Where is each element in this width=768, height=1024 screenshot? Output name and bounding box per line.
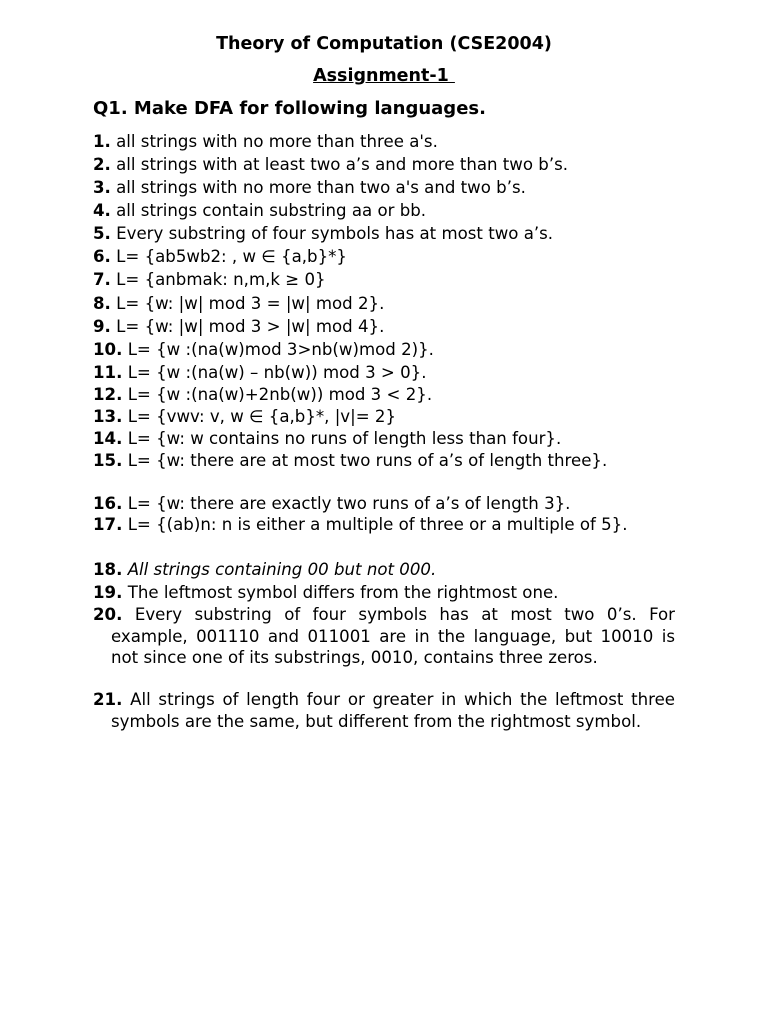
item-text: The leftmost symbol differs from the rightmost one. <box>127 583 559 602</box>
list-item <box>93 200 675 222</box>
list-item <box>93 406 675 428</box>
list-item <box>93 450 675 472</box>
item-number: 17. <box>93 515 123 534</box>
list-item <box>93 604 675 669</box>
item-number: 10. <box>93 340 123 359</box>
item-text: L= {w: w contains no runs of length less than four}. <box>127 429 562 448</box>
item-number: 8. <box>93 294 111 313</box>
item-number: 16. <box>93 494 123 513</box>
item-text: All strings containing 00 but not 000. <box>127 560 437 579</box>
document-title: Theory of Computation (CSE2004) <box>216 34 552 54</box>
item-number: 18. <box>93 560 123 579</box>
list-item <box>93 293 675 315</box>
item-text: Every substring of four symbols has at most two a’s. <box>116 224 554 243</box>
list-item <box>93 362 675 384</box>
list-item <box>93 339 675 361</box>
item-number: 1. <box>93 132 111 151</box>
item-text: L= {ab5wb2: , w ∈ {a,b}*} <box>116 247 347 266</box>
item-number: 5. <box>93 224 111 243</box>
item-number: 6. <box>93 247 111 266</box>
item-number: 2. <box>93 155 111 174</box>
item-text: L= {(ab)n: n is either a multiple of three or a multiple of 5}. <box>127 515 628 534</box>
item-text: L= {w: there are at most two runs of a’s of length three}. <box>127 451 608 470</box>
list-item <box>93 582 675 604</box>
list-item <box>93 428 675 450</box>
list-item <box>93 131 675 153</box>
item-number: 14. <box>93 429 123 448</box>
item-text: L= {w :(na(w)mod 3>nb(w)mod 2)}. <box>127 340 434 359</box>
item-number: 9. <box>93 317 111 336</box>
item-text: all strings with no more than three a's. <box>116 132 438 151</box>
item-number: 20. <box>93 605 123 624</box>
item-text: L= {anbmak: n,m,k ≥ 0} <box>116 270 326 289</box>
list-item <box>93 493 675 515</box>
list-item <box>93 689 675 732</box>
item-text: all strings with at least two a’s and more than two b’s. <box>116 155 569 174</box>
document-subtitle <box>0 66 768 86</box>
item-number: 13. <box>93 407 123 426</box>
item-text: L= {w: there are exactly two runs of a’s of length 3}. <box>127 494 571 513</box>
list-item <box>93 514 675 536</box>
item-text: L= {w: |w| mod 3 = |w| mod 2}. <box>116 294 385 313</box>
item-number: 7. <box>93 270 111 289</box>
list-item <box>93 154 675 176</box>
list-item <box>93 269 675 291</box>
list-item <box>93 223 675 245</box>
item-text: all strings contain substring aa or bb. <box>116 201 427 220</box>
item-number: 21. <box>93 690 123 709</box>
item-number: 15. <box>93 451 123 470</box>
item-text: L= {w :(na(w)+2nb(w)) mod 3 < 2}. <box>127 385 433 404</box>
item-text: All strings of length four or greater in which the leftmost three symbols are the same, but different from the rightmost symbol. <box>111 690 675 731</box>
item-text: L= {vwv: v, w ∈ {a,b}*, |v|= 2} <box>127 407 397 426</box>
list-item <box>93 316 675 338</box>
list-item <box>93 384 675 406</box>
item-text: L= {w: |w| mod 3 > |w| mod 4}. <box>116 317 385 336</box>
list-item <box>93 177 675 199</box>
item-text: Every substring of four symbols has at most two 0’s. For example, 001110 and 011001 are in the language, but 10010 is not since one of its substrings, 0010, contains three zeros. <box>111 605 676 667</box>
item-text: L= {w :(na(w) – nb(w)) mod 3 > 0}. <box>127 363 427 382</box>
item-number: 19. <box>93 583 123 602</box>
item-number: 11. <box>93 363 123 382</box>
item-number: 3. <box>93 178 111 197</box>
question-heading: Q1. Make DFA for following languages. <box>93 98 486 119</box>
item-text: all strings with no more than two a's and two b’s. <box>116 178 526 197</box>
item-number: 4. <box>93 201 111 220</box>
subtitle-text: Assignment-1 <box>313 66 455 86</box>
item-number: 12. <box>93 385 123 404</box>
list-item <box>93 559 675 581</box>
list-item <box>93 246 675 268</box>
